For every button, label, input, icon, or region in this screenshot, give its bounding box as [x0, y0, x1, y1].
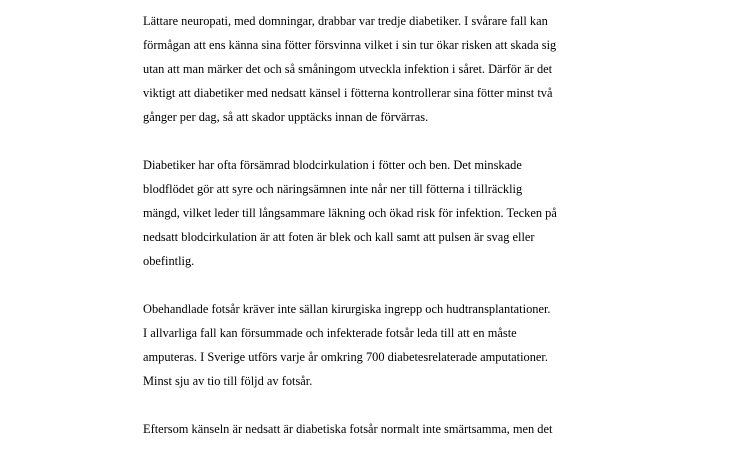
text-line: viktigt att diabetiker med nedsatt känsel i fötterna kontrollerar sina fötter minst två — [143, 86, 553, 100]
text-line: amputeras. I Sverige utförs varje år omkring 700 diabetesrelaterade amputationer. — [143, 350, 548, 364]
text-line: mängd, vilket leder till långsammare läkning och ökad risk för infektion. Tecken på — [143, 206, 557, 220]
paragraph-circulation — [143, 153, 613, 273]
text-line: Lättare neuropati, med domningar, drabbar var tredje diabetiker. I svårare fall kan — [143, 14, 548, 28]
paragraph-neuropathy — [143, 9, 613, 129]
text-line: Minst sju av tio till följd av fotsår. — [143, 374, 313, 388]
paragraph-sensation — [143, 417, 613, 441]
text-line: Diabetiker har ofta försämrad blodcirkulation i fötter och ben. Det minskade — [143, 158, 522, 172]
text-line: utan att man märker det och så småningom utveckla infektion i såret. Därför är det — [143, 62, 553, 76]
text-line: Eftersom känseln är nedsatt är diabetiska fotsår normalt inte smärtsamma, men det — [143, 422, 553, 436]
text-line: I allvarliga fall kan försummade och infekterade fotsår leda till att en måste — [143, 326, 517, 340]
text-line: blodflödet gör att syre och näringsämnen inte når ner till fötterna i tillräcklig — [143, 182, 523, 196]
text-line: förmågan att ens känna sina fötter försvinna vilket i sin tur ökar risken att skada sig — [143, 38, 557, 52]
document-body — [143, 9, 613, 465]
text-line: obefintlig. — [143, 254, 195, 268]
text-line: gånger per dag, så att skador upptäcks innan de förvärras. — [143, 110, 429, 124]
paragraph-amputation — [143, 297, 613, 393]
text-line: nedsatt blodcirkulation är att foten är blek och kall samt att pulsen är svag eller — [143, 230, 535, 244]
text-line: Obehandlade fotsår kräver inte sällan kirurgiska ingrepp och hudtransplantationer. — [143, 302, 551, 316]
